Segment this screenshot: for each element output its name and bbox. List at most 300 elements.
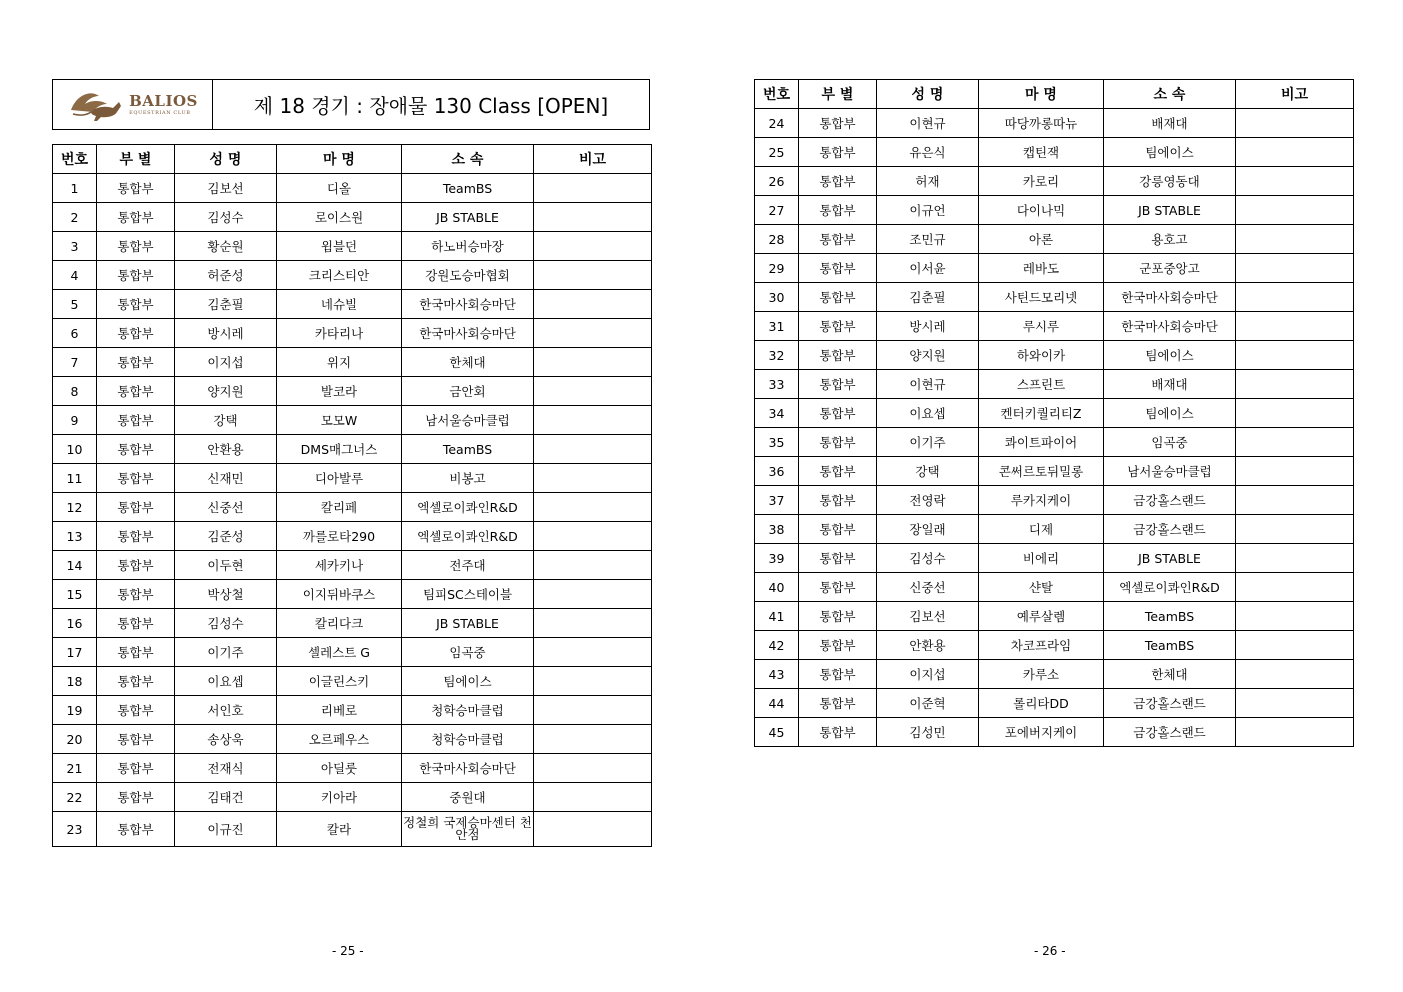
affiliation-cell: 임곡중 bbox=[1104, 428, 1236, 457]
remarks-cell bbox=[534, 232, 652, 261]
horse-name-cell: 디올 bbox=[277, 174, 402, 203]
remarks-cell bbox=[534, 261, 652, 290]
rider-name-cell: 이기주 bbox=[175, 638, 277, 667]
remarks-cell bbox=[534, 609, 652, 638]
affiliation-cell: TeamBS bbox=[1104, 602, 1236, 631]
division-cell: 통합부 bbox=[97, 493, 175, 522]
table-row bbox=[53, 667, 652, 696]
affiliation-cell: 용호고 bbox=[1104, 225, 1236, 254]
division-cell: 통합부 bbox=[97, 580, 175, 609]
horse-name-cell: 레바도 bbox=[979, 254, 1104, 283]
affiliation-cell: 강원도승마협회 bbox=[402, 261, 534, 290]
entry-number-cell: 29 bbox=[755, 254, 799, 283]
event-title: 제 18 경기 : 장애물 130 Class [OPEN] bbox=[253, 94, 609, 118]
entry-number-cell: 1 bbox=[53, 174, 97, 203]
remarks-cell bbox=[1236, 515, 1354, 544]
table-row bbox=[755, 283, 1354, 312]
rider-name-cell: 신중선 bbox=[877, 573, 979, 602]
affiliation-cell: 남서울승마클럽 bbox=[1104, 457, 1236, 486]
table-row bbox=[755, 689, 1354, 718]
rider-name-cell: 전재식 bbox=[175, 754, 277, 783]
entry-table-left bbox=[52, 144, 652, 847]
rider-name-cell: 전영락 bbox=[877, 486, 979, 515]
table-row bbox=[53, 609, 652, 638]
division-cell: 통합부 bbox=[799, 283, 877, 312]
remarks-cell bbox=[1236, 312, 1354, 341]
entry-number-cell: 15 bbox=[53, 580, 97, 609]
remarks-cell bbox=[1236, 428, 1354, 457]
table-row bbox=[53, 435, 652, 464]
horse-name-cell: 콰이트파이어 bbox=[979, 428, 1104, 457]
table-row bbox=[755, 370, 1354, 399]
affiliation-cell: 비봉고 bbox=[402, 464, 534, 493]
header-rider-name: 성 명 bbox=[877, 80, 979, 109]
remarks-cell bbox=[1236, 283, 1354, 312]
remarks-cell bbox=[534, 551, 652, 580]
table-row bbox=[53, 203, 652, 232]
entry-number-cell: 5 bbox=[53, 290, 97, 319]
logo-subtitle: EQUESTRIAN CLUB bbox=[129, 109, 191, 116]
entry-number-cell: 37 bbox=[755, 486, 799, 515]
division-cell: 통합부 bbox=[97, 377, 175, 406]
event-title-box bbox=[52, 79, 650, 130]
affiliation-cell: 금강홀스랜드 bbox=[1104, 515, 1236, 544]
remarks-cell bbox=[534, 754, 652, 783]
division-cell: 통합부 bbox=[799, 660, 877, 689]
entry-number-cell: 27 bbox=[755, 196, 799, 225]
rider-name-cell: 안환용 bbox=[175, 435, 277, 464]
affiliation-cell: 하노버승마장 bbox=[402, 232, 534, 261]
table-row bbox=[755, 515, 1354, 544]
remarks-cell bbox=[534, 783, 652, 812]
logo-name: BALIOS bbox=[129, 91, 198, 110]
rider-name-cell: 김보선 bbox=[877, 602, 979, 631]
remarks-cell bbox=[1236, 486, 1354, 515]
affiliation-cell: 중원대 bbox=[402, 783, 534, 812]
remarks-cell bbox=[1236, 254, 1354, 283]
horse-name-cell: 루시루 bbox=[979, 312, 1104, 341]
entry-number-cell: 16 bbox=[53, 609, 97, 638]
table-row bbox=[53, 406, 652, 435]
entry-number-cell: 14 bbox=[53, 551, 97, 580]
affiliation-cell: JB STABLE bbox=[1104, 196, 1236, 225]
rider-name-cell: 신재민 bbox=[175, 464, 277, 493]
horse-name-cell: 디아발루 bbox=[277, 464, 402, 493]
division-cell: 통합부 bbox=[799, 399, 877, 428]
table-row bbox=[53, 348, 652, 377]
rider-name-cell: 이준혁 bbox=[877, 689, 979, 718]
rider-name-cell: 양지원 bbox=[175, 377, 277, 406]
table-row bbox=[53, 319, 652, 348]
rider-name-cell: 조민규 bbox=[877, 225, 979, 254]
rider-name-cell: 이서윤 bbox=[877, 254, 979, 283]
horse-name-cell: 아론 bbox=[979, 225, 1104, 254]
table-header-row bbox=[53, 145, 652, 174]
entry-number-cell: 2 bbox=[53, 203, 97, 232]
table-row bbox=[755, 254, 1354, 283]
entry-number-cell: 3 bbox=[53, 232, 97, 261]
remarks-cell bbox=[1236, 341, 1354, 370]
remarks-cell bbox=[1236, 660, 1354, 689]
entry-number-cell: 32 bbox=[755, 341, 799, 370]
remarks-cell bbox=[534, 667, 652, 696]
division-cell: 통합부 bbox=[97, 696, 175, 725]
remarks-cell bbox=[534, 319, 652, 348]
remarks-cell bbox=[534, 696, 652, 725]
affiliation-cell: JB STABLE bbox=[1104, 544, 1236, 573]
rider-name-cell: 김준성 bbox=[175, 522, 277, 551]
rider-name-cell: 이현규 bbox=[877, 370, 979, 399]
entry-number-cell: 13 bbox=[53, 522, 97, 551]
remarks-cell bbox=[534, 348, 652, 377]
header-horse-name: 마 명 bbox=[979, 80, 1104, 109]
horse-name-cell: 리베로 bbox=[277, 696, 402, 725]
remarks-cell bbox=[1236, 225, 1354, 254]
affiliation-cell: 금안회 bbox=[402, 377, 534, 406]
division-cell: 통합부 bbox=[799, 457, 877, 486]
rider-name-cell: 서인호 bbox=[175, 696, 277, 725]
remarks-cell bbox=[1236, 689, 1354, 718]
remarks-cell bbox=[534, 812, 652, 847]
division-cell: 통합부 bbox=[97, 261, 175, 290]
horse-name-cell: 카로리 bbox=[979, 167, 1104, 196]
division-cell: 통합부 bbox=[799, 138, 877, 167]
club-logo bbox=[53, 80, 213, 129]
entry-number-cell: 18 bbox=[53, 667, 97, 696]
division-cell: 통합부 bbox=[799, 167, 877, 196]
division-cell: 통합부 bbox=[97, 203, 175, 232]
horse-name-cell: DMS매그너스 bbox=[277, 435, 402, 464]
rider-name-cell: 방시레 bbox=[175, 319, 277, 348]
remarks-cell bbox=[534, 435, 652, 464]
entry-number-cell: 34 bbox=[755, 399, 799, 428]
winged-horse-icon bbox=[67, 88, 125, 122]
entry-number-cell: 9 bbox=[53, 406, 97, 435]
affiliation-cell: 한국마사회승마단 bbox=[402, 754, 534, 783]
remarks-cell bbox=[534, 406, 652, 435]
division-cell: 통합부 bbox=[97, 725, 175, 754]
affiliation-cell: JB STABLE bbox=[402, 203, 534, 232]
entry-number-cell: 22 bbox=[53, 783, 97, 812]
horse-name-cell: 카루소 bbox=[979, 660, 1104, 689]
remarks-cell bbox=[1236, 399, 1354, 428]
division-cell: 통합부 bbox=[97, 609, 175, 638]
affiliation-cell: 정철희 국제승마센터 천안점 bbox=[402, 812, 534, 847]
rider-name-cell: 강택 bbox=[877, 457, 979, 486]
rider-name-cell: 이규진 bbox=[175, 812, 277, 847]
remarks-cell bbox=[1236, 602, 1354, 631]
horse-name-cell: 스프린트 bbox=[979, 370, 1104, 399]
affiliation-cell: TeamBS bbox=[1104, 631, 1236, 660]
table-row bbox=[53, 638, 652, 667]
division-cell: 통합부 bbox=[97, 406, 175, 435]
entry-number-cell: 41 bbox=[755, 602, 799, 631]
horse-name-cell: 이글린스키 bbox=[277, 667, 402, 696]
horse-name-cell: 세카키나 bbox=[277, 551, 402, 580]
remarks-cell bbox=[1236, 573, 1354, 602]
header-number: 번호 bbox=[755, 80, 799, 109]
horse-name-cell: 발코라 bbox=[277, 377, 402, 406]
entry-number-cell: 44 bbox=[755, 689, 799, 718]
division-cell: 통합부 bbox=[799, 689, 877, 718]
rider-name-cell: 이요셉 bbox=[175, 667, 277, 696]
rider-name-cell: 김춘필 bbox=[877, 283, 979, 312]
horse-name-cell: 모모W bbox=[277, 406, 402, 435]
affiliation-cell: JB STABLE bbox=[402, 609, 534, 638]
rider-name-cell: 양지원 bbox=[877, 341, 979, 370]
header-rider-name: 성 명 bbox=[175, 145, 277, 174]
entry-number-cell: 33 bbox=[755, 370, 799, 399]
affiliation-cell: 엑셀로이콰인R&D bbox=[402, 522, 534, 551]
remarks-cell bbox=[1236, 109, 1354, 138]
table-row bbox=[53, 725, 652, 754]
header-remarks: 비고 bbox=[1236, 80, 1354, 109]
table-row bbox=[53, 812, 652, 847]
division-cell: 통합부 bbox=[97, 783, 175, 812]
horse-name-cell: 윔블던 bbox=[277, 232, 402, 261]
horse-name-cell: 차코프라임 bbox=[979, 631, 1104, 660]
rider-name-cell: 송상욱 bbox=[175, 725, 277, 754]
affiliation-cell: 강릉영동대 bbox=[1104, 167, 1236, 196]
header-number: 번호 bbox=[53, 145, 97, 174]
header-horse-name: 마 명 bbox=[277, 145, 402, 174]
entry-number-cell: 31 bbox=[755, 312, 799, 341]
affiliation-cell: 금강홀스랜드 bbox=[1104, 718, 1236, 747]
remarks-cell bbox=[534, 377, 652, 406]
table-row bbox=[755, 486, 1354, 515]
rider-name-cell: 이규언 bbox=[877, 196, 979, 225]
table-row bbox=[755, 631, 1354, 660]
affiliation-cell: 청학승마클럽 bbox=[402, 725, 534, 754]
affiliation-cell: 청학승마클럽 bbox=[402, 696, 534, 725]
remarks-cell bbox=[1236, 718, 1354, 747]
table-row bbox=[53, 174, 652, 203]
division-cell: 통합부 bbox=[97, 174, 175, 203]
header-remarks: 비고 bbox=[534, 145, 652, 174]
division-cell: 통합부 bbox=[799, 312, 877, 341]
division-cell: 통합부 bbox=[97, 232, 175, 261]
affiliation-cell: 팀에이스 bbox=[1104, 138, 1236, 167]
affiliation-cell: 한체대 bbox=[1104, 660, 1236, 689]
entry-number-cell: 36 bbox=[755, 457, 799, 486]
entry-number-cell: 26 bbox=[755, 167, 799, 196]
horse-name-cell: 포에버지케이 bbox=[979, 718, 1104, 747]
entry-number-cell: 30 bbox=[755, 283, 799, 312]
rider-name-cell: 김보선 bbox=[175, 174, 277, 203]
rider-name-cell: 황순원 bbox=[175, 232, 277, 261]
table-row bbox=[53, 493, 652, 522]
affiliation-cell: 엑셀로이콰인R&D bbox=[402, 493, 534, 522]
entry-number-cell: 6 bbox=[53, 319, 97, 348]
horse-name-cell: 칼라 bbox=[277, 812, 402, 847]
header-division: 부 별 bbox=[799, 80, 877, 109]
table-row bbox=[755, 573, 1354, 602]
affiliation-cell: 금강홀스랜드 bbox=[1104, 486, 1236, 515]
page-number-right: - 26 - bbox=[1034, 944, 1066, 958]
division-cell: 통합부 bbox=[97, 667, 175, 696]
division-cell: 통합부 bbox=[97, 551, 175, 580]
table-row bbox=[755, 660, 1354, 689]
affiliation-cell: 팀피SC스테이블 bbox=[402, 580, 534, 609]
horse-name-cell: 까를로타290 bbox=[277, 522, 402, 551]
table-row bbox=[755, 428, 1354, 457]
horse-name-cell: 위지 bbox=[277, 348, 402, 377]
horse-name-cell: 아딜룻 bbox=[277, 754, 402, 783]
division-cell: 통합부 bbox=[97, 348, 175, 377]
table-row bbox=[53, 377, 652, 406]
division-cell: 통합부 bbox=[97, 754, 175, 783]
table-row bbox=[755, 167, 1354, 196]
remarks-cell bbox=[534, 522, 652, 551]
rider-name-cell: 박상철 bbox=[175, 580, 277, 609]
affiliation-cell: 팀에이스 bbox=[1104, 341, 1236, 370]
division-cell: 통합부 bbox=[97, 290, 175, 319]
table-row bbox=[53, 551, 652, 580]
table-row bbox=[755, 312, 1354, 341]
division-cell: 통합부 bbox=[799, 718, 877, 747]
entry-number-cell: 7 bbox=[53, 348, 97, 377]
division-cell: 통합부 bbox=[799, 602, 877, 631]
table-row bbox=[53, 522, 652, 551]
table-row bbox=[755, 341, 1354, 370]
horse-name-cell: 오르페우스 bbox=[277, 725, 402, 754]
horse-name-cell: 카타리나 bbox=[277, 319, 402, 348]
entry-number-cell: 17 bbox=[53, 638, 97, 667]
division-cell: 통합부 bbox=[97, 638, 175, 667]
remarks-cell bbox=[1236, 631, 1354, 660]
horse-name-cell: 키아라 bbox=[277, 783, 402, 812]
affiliation-cell: 한국마사회승마단 bbox=[402, 319, 534, 348]
table-row bbox=[53, 696, 652, 725]
remarks-cell bbox=[1236, 544, 1354, 573]
horse-name-cell: 켄터키퀄리티Z bbox=[979, 399, 1104, 428]
rider-name-cell: 유은식 bbox=[877, 138, 979, 167]
affiliation-cell: 팀에이스 bbox=[402, 667, 534, 696]
remarks-cell bbox=[534, 580, 652, 609]
remarks-cell bbox=[534, 725, 652, 754]
rider-name-cell: 방시레 bbox=[877, 312, 979, 341]
horse-name-cell: 셀레스트 G bbox=[277, 638, 402, 667]
affiliation-cell: 배재대 bbox=[1104, 109, 1236, 138]
rider-name-cell: 장일래 bbox=[877, 515, 979, 544]
affiliation-cell: 금강홀스랜드 bbox=[1104, 689, 1236, 718]
table-row bbox=[755, 399, 1354, 428]
entry-number-cell: 25 bbox=[755, 138, 799, 167]
entry-number-cell: 38 bbox=[755, 515, 799, 544]
horse-name-cell: 칼리다크 bbox=[277, 609, 402, 638]
rider-name-cell: 김춘필 bbox=[175, 290, 277, 319]
division-cell: 통합부 bbox=[799, 109, 877, 138]
horse-name-cell: 예루살렘 bbox=[979, 602, 1104, 631]
entry-number-cell: 11 bbox=[53, 464, 97, 493]
affiliation-cell: 팀에이스 bbox=[1104, 399, 1236, 428]
rider-name-cell: 강택 bbox=[175, 406, 277, 435]
remarks-cell bbox=[1236, 196, 1354, 225]
division-cell: 통합부 bbox=[799, 370, 877, 399]
remarks-cell bbox=[1236, 457, 1354, 486]
horse-name-cell: 이지뒤바쿠스 bbox=[277, 580, 402, 609]
division-cell: 통합부 bbox=[799, 428, 877, 457]
rider-name-cell: 이요셉 bbox=[877, 399, 979, 428]
division-cell: 통합부 bbox=[97, 319, 175, 348]
rider-name-cell: 김성수 bbox=[175, 203, 277, 232]
remarks-cell bbox=[1236, 167, 1354, 196]
header-affiliation: 소 속 bbox=[402, 145, 534, 174]
entry-number-cell: 20 bbox=[53, 725, 97, 754]
affiliation-cell: 한국마사회승마단 bbox=[1104, 312, 1236, 341]
remarks-cell bbox=[534, 638, 652, 667]
remarks-cell bbox=[534, 493, 652, 522]
horse-name-cell: 하와이카 bbox=[979, 341, 1104, 370]
rider-name-cell: 이지섭 bbox=[175, 348, 277, 377]
table-row bbox=[53, 290, 652, 319]
entry-number-cell: 8 bbox=[53, 377, 97, 406]
table-row bbox=[755, 457, 1354, 486]
division-cell: 통합부 bbox=[799, 544, 877, 573]
horse-name-cell: 샨탈 bbox=[979, 573, 1104, 602]
rider-name-cell: 신중선 bbox=[175, 493, 277, 522]
table-row bbox=[755, 138, 1354, 167]
table-row bbox=[53, 464, 652, 493]
table-row bbox=[755, 196, 1354, 225]
rider-name-cell: 김성수 bbox=[175, 609, 277, 638]
horse-name-cell: 크리스티안 bbox=[277, 261, 402, 290]
division-cell: 통합부 bbox=[799, 631, 877, 660]
entry-number-cell: 45 bbox=[755, 718, 799, 747]
affiliation-cell: 군포중앙고 bbox=[1104, 254, 1236, 283]
entry-number-cell: 19 bbox=[53, 696, 97, 725]
horse-name-cell: 네슈빌 bbox=[277, 290, 402, 319]
table-row bbox=[53, 232, 652, 261]
division-cell: 통합부 bbox=[799, 341, 877, 370]
rider-name-cell: 이기주 bbox=[877, 428, 979, 457]
table-header-row bbox=[755, 80, 1354, 109]
division-cell: 통합부 bbox=[97, 522, 175, 551]
rider-name-cell: 이두현 bbox=[175, 551, 277, 580]
entry-number-cell: 39 bbox=[755, 544, 799, 573]
horse-name-cell: 로이스원 bbox=[277, 203, 402, 232]
affiliation-cell: 한체대 bbox=[402, 348, 534, 377]
rider-name-cell: 김성민 bbox=[877, 718, 979, 747]
rider-name-cell: 허준성 bbox=[175, 261, 277, 290]
table-row bbox=[53, 783, 652, 812]
affiliation-cell: TeamBS bbox=[402, 174, 534, 203]
horse-name-cell: 따당까롱따뉴 bbox=[979, 109, 1104, 138]
affiliation-cell: 한국마사회승마단 bbox=[402, 290, 534, 319]
remarks-cell bbox=[534, 203, 652, 232]
entry-number-cell: 23 bbox=[53, 812, 97, 847]
affiliation-cell: 엑셀로이콰인R&D bbox=[1104, 573, 1236, 602]
division-cell: 통합부 bbox=[799, 515, 877, 544]
affiliation-cell: 전주대 bbox=[402, 551, 534, 580]
table-row bbox=[53, 261, 652, 290]
rider-name-cell: 안환용 bbox=[877, 631, 979, 660]
division-cell: 통합부 bbox=[799, 573, 877, 602]
affiliation-cell: 임곡중 bbox=[402, 638, 534, 667]
division-cell: 통합부 bbox=[97, 812, 175, 847]
page-number-left: - 25 - bbox=[332, 944, 364, 958]
affiliation-cell: 배재대 bbox=[1104, 370, 1236, 399]
rider-name-cell: 허재 bbox=[877, 167, 979, 196]
entry-number-cell: 42 bbox=[755, 631, 799, 660]
division-cell: 통합부 bbox=[799, 254, 877, 283]
entry-table-right bbox=[754, 79, 1354, 747]
division-cell: 통합부 bbox=[97, 435, 175, 464]
entry-number-cell: 10 bbox=[53, 435, 97, 464]
table-row bbox=[755, 718, 1354, 747]
division-cell: 통합부 bbox=[799, 196, 877, 225]
rider-name-cell: 이지섭 bbox=[877, 660, 979, 689]
